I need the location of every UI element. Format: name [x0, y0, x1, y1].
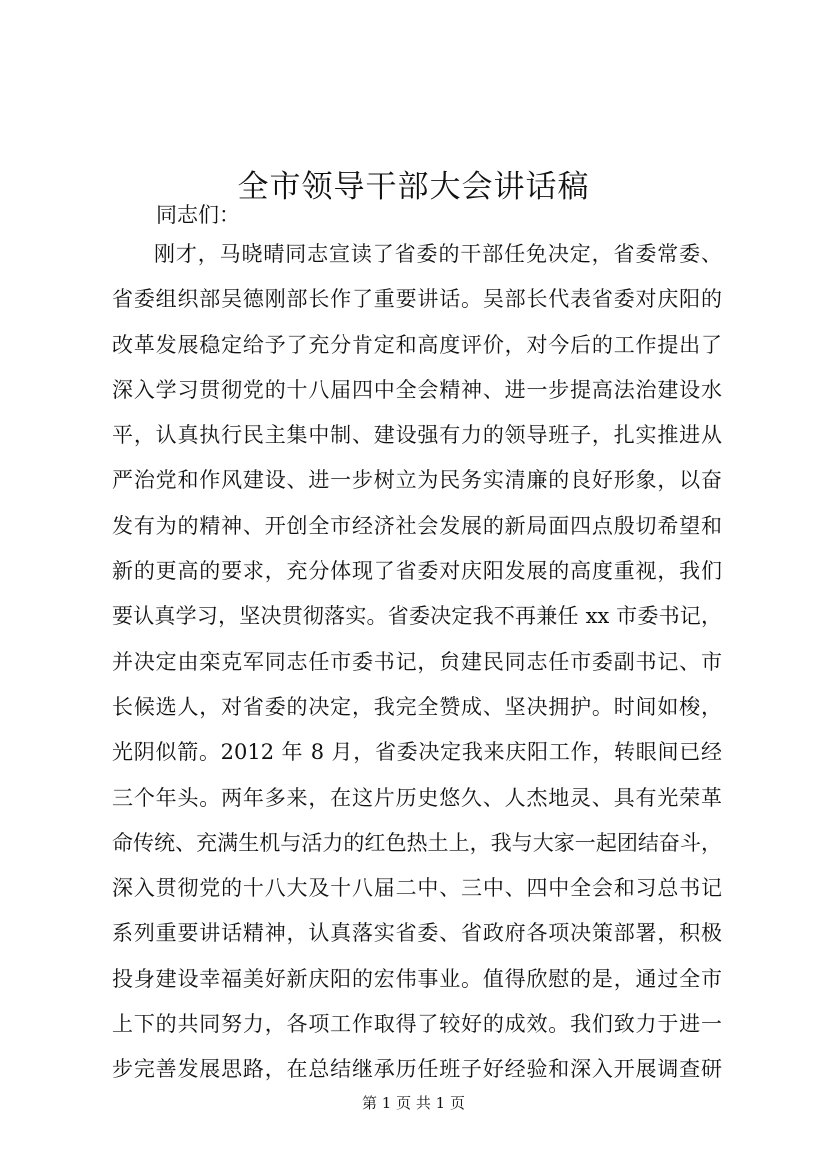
text-line: 三个年头。两年多来，在这片历史悠久、人杰地灵、具有光荣革 [112, 785, 722, 810]
text-line: 步完善发展思路，在总结继承历任班子好经验和深入开展调查研 [112, 1057, 722, 1082]
text-line: 上下的共同努力，各项工作取得了较好的成效。我们致力于进一 [112, 1012, 722, 1037]
text-line: 平，认真执行民主集中制、建设强有力的领导班子，扎实推进从 [112, 423, 722, 448]
text-line: 光阴似箭。2012 年 8 月，省委决定我来庆阳工作，转眼间已经 [112, 740, 722, 765]
text-line: 长候选人，对省委的决定，我完全赞成、坚决拥护。时间如梭， [112, 694, 722, 719]
text-line: 深入学习贯彻党的十八届四中全会精神、进一步提高法治建设水 [112, 377, 722, 402]
text-line: 发有为的精神、开创全市经济社会发展的新局面四点殷切希望和 [112, 513, 722, 538]
text-line: 严治党和作风建设、进一步树立为民务实清廉的良好形象，以奋 [112, 468, 722, 493]
text-line: 并决定由栾克军同志任市委书记，贠建民同志任市委副书记、市 [112, 649, 722, 674]
text-line: 投身建设幸福美好新庆阳的宏伟事业。值得欣慰的是，通过全市 [112, 966, 722, 991]
text-line: 省委组织部吴德刚部长作了重要讲话。吴部长代表省委对庆阳的 [112, 287, 722, 312]
text-line: 命传统、充满生机与活力的红色热土上，我与大家一起团结奋斗， [112, 830, 722, 855]
text-line: 刚才，马晓晴同志宣读了省委的干部任免决定，省委常委、 [154, 242, 722, 266]
body-paragraph [112, 239, 722, 1100]
text-line: 改革发展稳定给予了充分肯定和高度评价，对今后的工作提出了 [112, 332, 722, 357]
text-line: 深入贯彻党的十八大及十八届二中、三中、四中全会和习总书记 [112, 876, 722, 901]
salutation: 同志们： [156, 203, 240, 227]
document-title: 全市领导干部大会讲话稿 [237, 168, 590, 205]
text-line: 系列重要讲话精神，认真落实省委、省政府各项决策部署，积极 [112, 921, 722, 946]
text-line: 新的更高的要求，充分体现了省委对庆阳发展的高度重视，我们 [112, 559, 722, 584]
page-footer: 第 1 页 共 1 页 [362, 1094, 465, 1112]
text-line: 要认真学习，坚决贯彻落实。省委决定我不再兼任 xx 市委书记， [112, 604, 722, 629]
